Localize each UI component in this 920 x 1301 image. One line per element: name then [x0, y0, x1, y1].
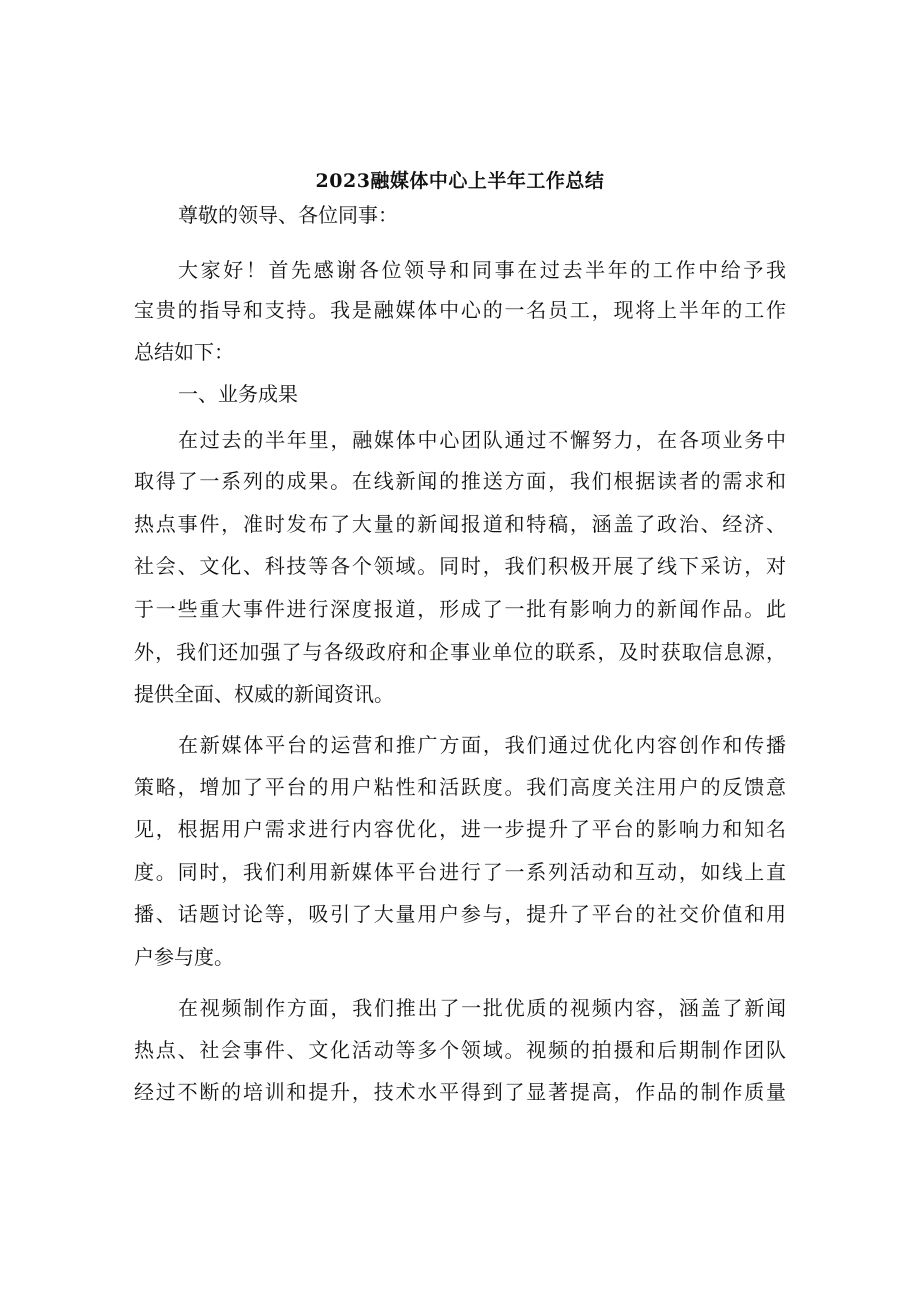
- salutation: 尊敬的领导、各位同事：: [178, 203, 398, 227]
- body-line: 度。同时，我们利用新媒体平台进行了一系列活动和互动，如线上直: [134, 860, 786, 884]
- body-line: 总结如下：: [134, 340, 234, 364]
- body-line: 播、话题讨论等，吸引了大量用户参与，提升了平台的社交价值和用: [134, 902, 786, 926]
- body-line: 于一些重大事件进行深度报道，形成了一批有影响力的新闻作品。此: [134, 597, 786, 621]
- body-line: 经过不断的培训和提升，技术水平得到了显著提高，作品的制作质量: [134, 1080, 786, 1104]
- document-title: 2023融媒体中心上半年工作总结: [315, 170, 605, 192]
- body-line: 在新媒体平台的运营和推广方面，我们通过优化内容创作和传播: [178, 733, 786, 757]
- body-line: 大家好！首先感谢各位领导和同事在过去半年的工作中给予我: [178, 258, 786, 282]
- body-line: 外，我们还加强了与各级政府和企事业单位的联系，及时获取信息源，: [134, 640, 786, 664]
- body-line: 策略，增加了平台的用户粘性和活跃度。我们高度关注用户的反馈意: [134, 775, 786, 799]
- body-line: 宝贵的指导和支持。我是融媒体中心的一名员工，现将上半年的工作: [134, 298, 786, 322]
- body-line: 取得了一系列的成果。在线新闻的推送方面，我们根据读者的需求和: [134, 469, 786, 493]
- section-heading: 一、业务成果: [178, 382, 298, 406]
- body-line: 热点事件，准时发布了大量的新闻报道和特稿，涵盖了政治、经济、: [134, 512, 786, 536]
- body-line: 社会、文化、科技等各个领域。同时，我们积极开展了线下采访，对: [134, 554, 786, 578]
- body-line: 提供全面、权威的新闻资讯。: [134, 682, 394, 706]
- body-line: 户参与度。: [134, 945, 234, 969]
- body-line: 在视频制作方面，我们推出了一批优质的视频内容，涵盖了新闻: [178, 996, 786, 1020]
- body-line: 在过去的半年里，融媒体中心团队通过不懈努力，在各项业务中: [178, 428, 786, 452]
- body-line: 热点、社会事件、文化活动等多个领域。视频的拍摄和后期制作团队: [134, 1038, 786, 1062]
- body-line: 见，根据用户需求进行内容优化，进一步提升了平台的影响力和知名: [134, 817, 786, 841]
